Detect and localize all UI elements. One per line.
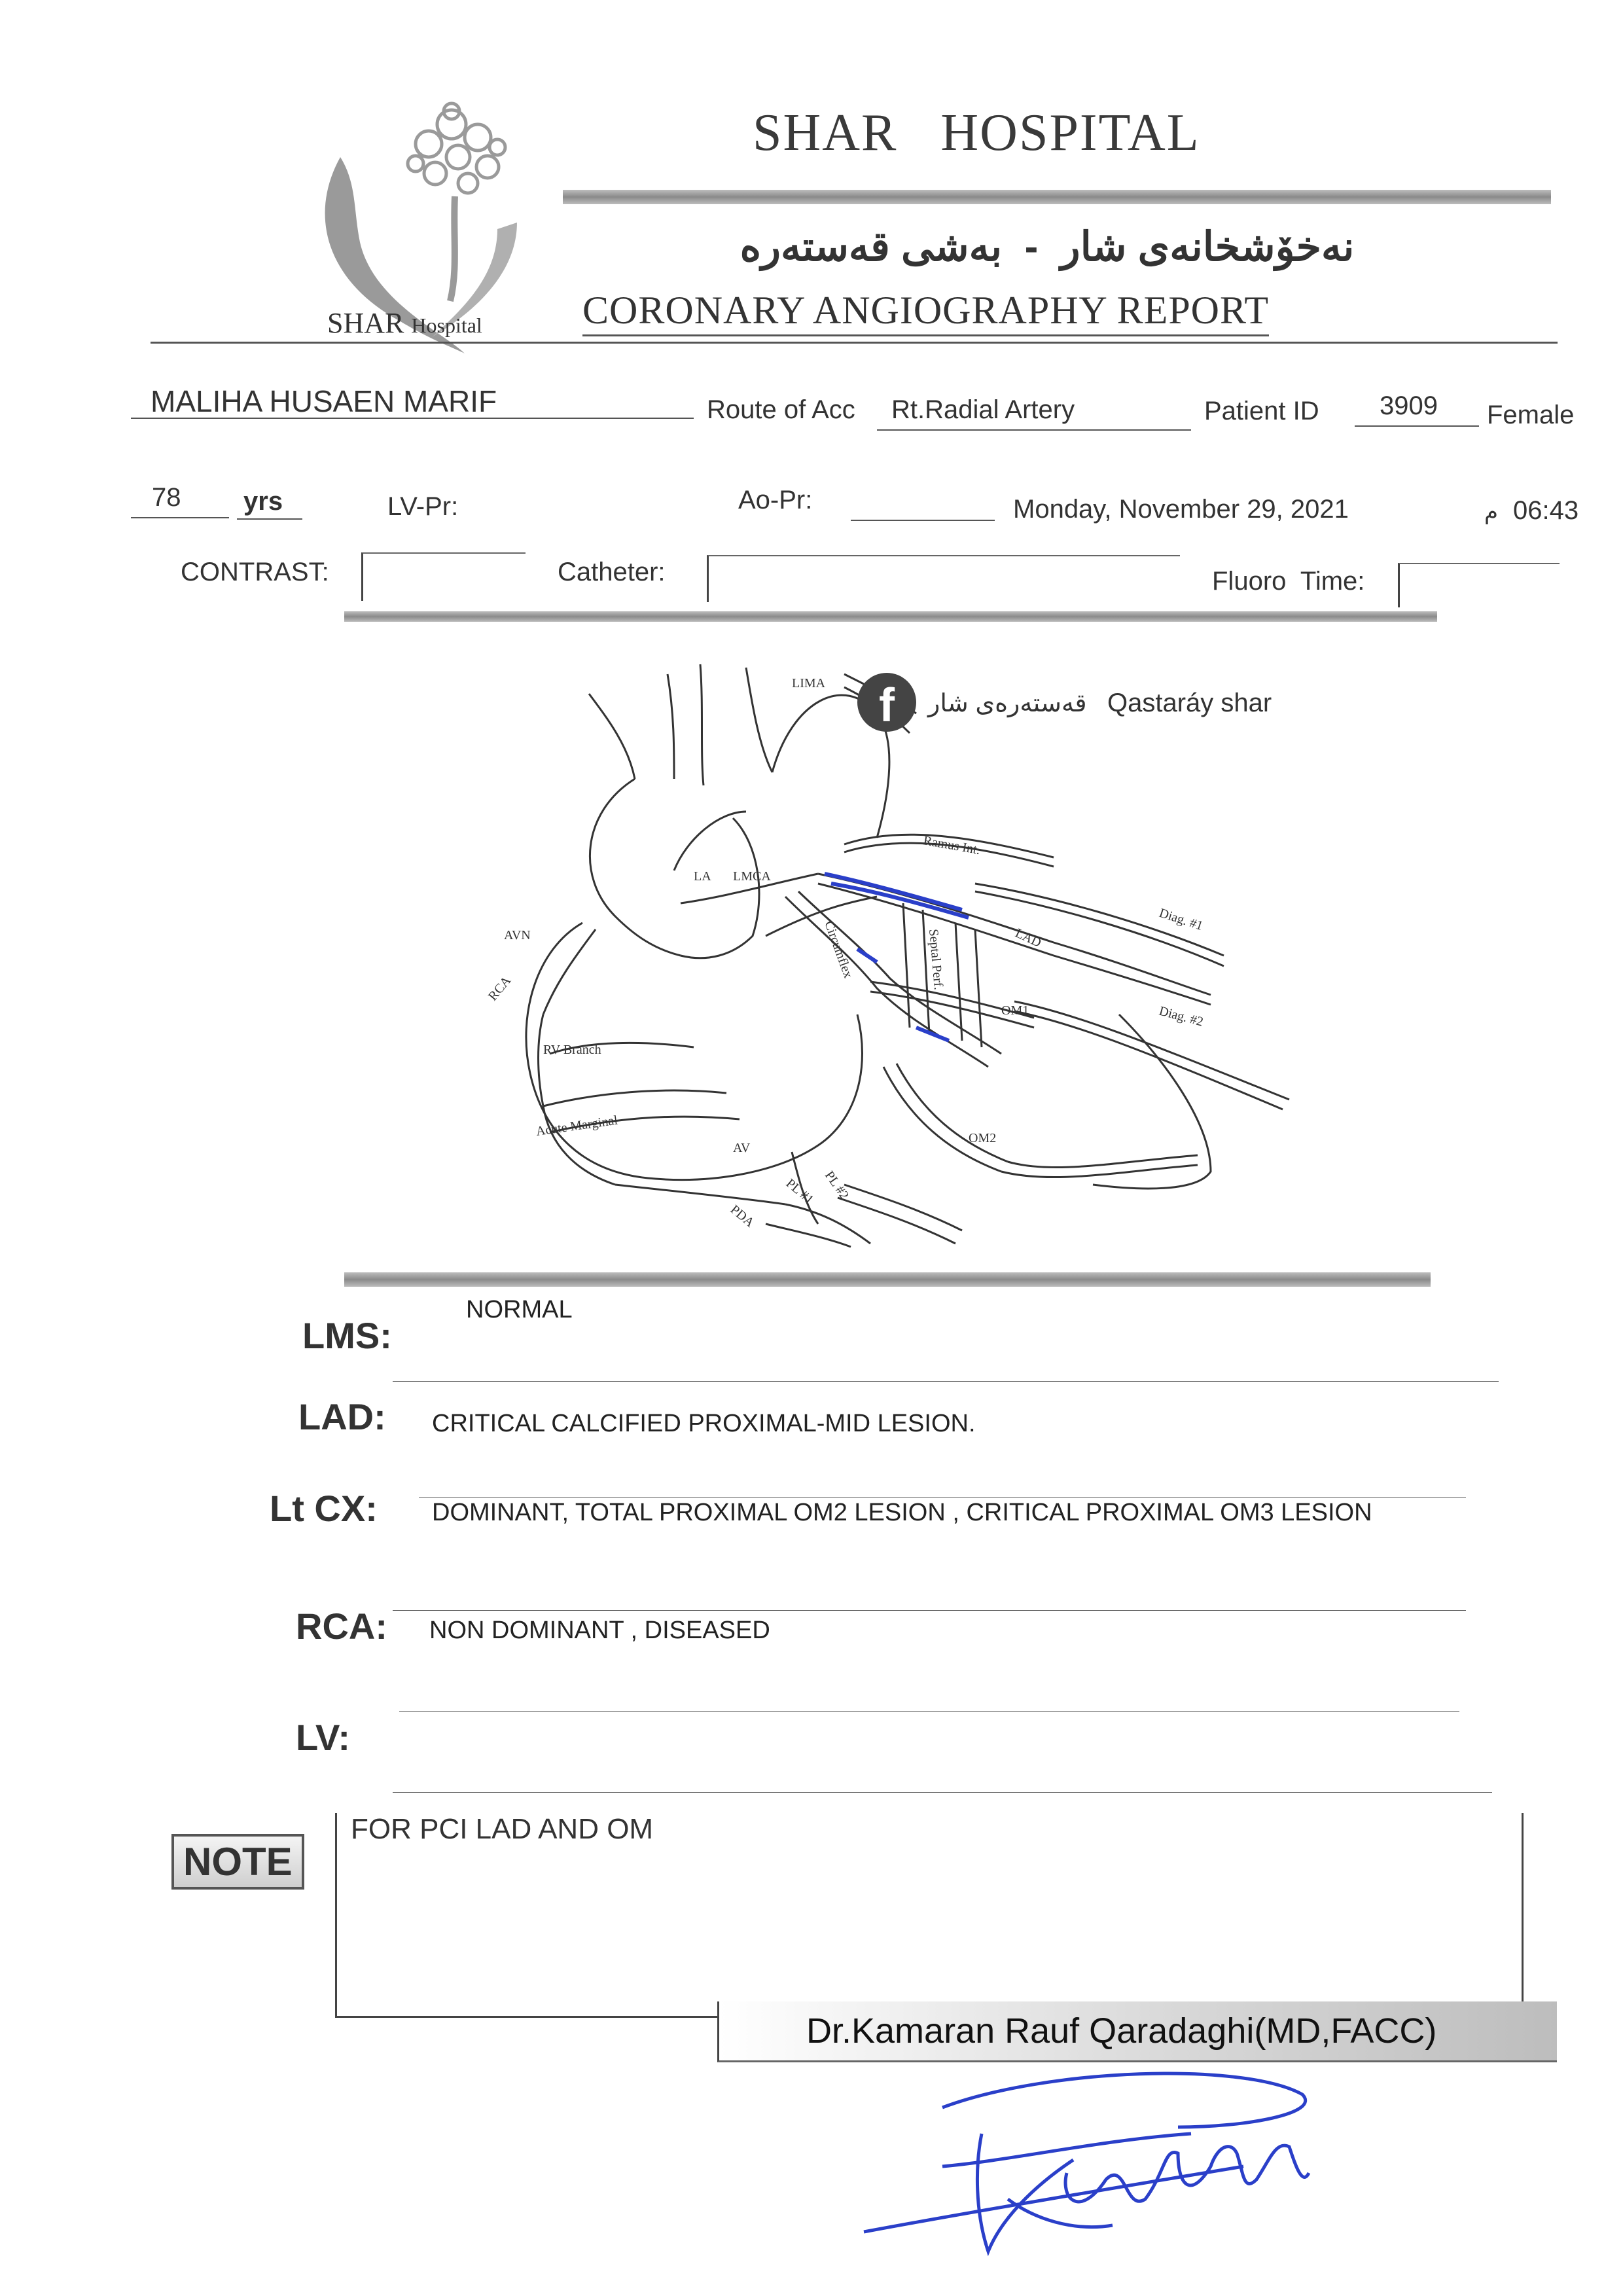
facebook-icon[interactable]: f — [857, 673, 916, 732]
kurdish-title: نەخۆشخانەی شار - بەشی قەستەرە — [740, 224, 1355, 270]
finding-label-lms: LMS: — [302, 1315, 392, 1356]
logo-text-main: SHAR — [327, 307, 404, 339]
finding-label-ltcx: Lt CX: — [270, 1488, 378, 1529]
time-suffix: م — [1484, 499, 1499, 524]
finding-line-lms — [393, 1381, 1499, 1382]
facebook-kurdish: قەستەرەی شار — [928, 690, 1087, 717]
finding-label-lv: LV: — [296, 1717, 350, 1758]
patient-name: MALIHA HUSAEN MARIF — [151, 384, 497, 418]
hospital-name: SHAR HOSPITAL — [753, 104, 1200, 162]
label-ramus: Ramus Int. — [922, 833, 982, 858]
label-diag2: Diag. #2 — [1157, 1003, 1205, 1030]
finding-line-rca — [399, 1711, 1459, 1712]
patient-id-label: Patient ID — [1204, 397, 1319, 425]
logo-text-sub: Hospital — [411, 314, 482, 337]
route-line — [877, 429, 1191, 431]
finding-line-lv — [393, 1792, 1492, 1793]
label-acute-marginal: Acute Marginal — [535, 1113, 619, 1139]
facebook-page-name: Qastaráy shar — [1107, 689, 1272, 717]
doctor-name: Dr.Kamaran Rauf Qaradaghi(MD,FACC) — [806, 2011, 1437, 2051]
label-lmca: LMCA — [733, 869, 771, 884]
age-line — [131, 517, 229, 518]
route-label: Route of Acc — [707, 395, 855, 424]
ao-pr-label: Ao-Pr: — [738, 486, 813, 514]
catheter-label: Catheter: — [558, 558, 666, 586]
label-lad: LAD — [1012, 925, 1044, 950]
age-unit: yrs — [243, 487, 283, 516]
finding-value-ltcx: DOMINANT, TOTAL PROXIMAL OM2 LESION , CRITICAL PROXIMAL OM3 LESION — [432, 1499, 1372, 1526]
coronary-diagram — [478, 648, 1302, 1263]
fluoro-label: Fluoro Time: — [1212, 567, 1365, 596]
note-text: FOR PCI LAD AND OM — [351, 1813, 654, 1845]
finding-value-rca: NON DOMINANT , DISEASED — [429, 1617, 770, 1644]
label-om2: OM2 — [969, 1131, 997, 1145]
diagram-divider — [344, 1272, 1431, 1287]
catheter-field[interactable] — [707, 555, 1180, 602]
note-label: NOTE — [171, 1834, 304, 1890]
label-lima: LIMA — [792, 676, 826, 691]
age-unit-line — [237, 518, 302, 520]
ao-pr-line — [851, 520, 995, 521]
patient-sex: Female — [1487, 401, 1575, 429]
header-bottom-rule — [151, 342, 1558, 344]
label-septal: Septal Perf. — [926, 928, 946, 991]
finding-value-lad: CRITICAL CALCIFIED PROXIMAL-MID LESION. — [432, 1410, 976, 1437]
lv-pr-label: LV-Pr: — [387, 492, 459, 521]
label-om1: OM1 — [1001, 1003, 1029, 1018]
coronary-tree-illustration — [478, 648, 1302, 1263]
label-av: AV — [733, 1141, 751, 1155]
patient-id-value: 3909 — [1380, 391, 1438, 420]
header-divider — [563, 190, 1551, 204]
contrast-label: CONTRAST: — [181, 558, 329, 586]
label-avn: AVN — [504, 928, 531, 942]
finding-label-rca: RCA: — [296, 1605, 387, 1647]
route-value: Rt.Radial Artery — [891, 395, 1075, 424]
label-rca: RCA — [485, 973, 514, 1004]
patient-id-line — [1355, 425, 1479, 427]
patient-age: 78 — [152, 483, 181, 512]
label-pl2: PL #2 — [821, 1168, 852, 1202]
doctor-signature — [851, 2068, 1374, 2278]
label-la: LA — [694, 869, 711, 884]
finding-line-ltcx — [393, 1610, 1466, 1611]
finding-label-lad: LAD: — [298, 1396, 386, 1437]
label-rv-branch: RV Branch — [543, 1043, 601, 1057]
report-time: 06:43 — [1513, 496, 1579, 525]
finding-value-lms: NORMAL — [466, 1296, 573, 1323]
contrast-field[interactable] — [361, 552, 526, 601]
label-pl1: PL #1 — [783, 1175, 817, 1208]
label-pda: PDA — [727, 1202, 757, 1230]
report-date: Monday, November 29, 2021 — [1013, 495, 1349, 524]
label-diag1: Diag. #1 — [1157, 905, 1205, 934]
fluoro-field[interactable] — [1398, 563, 1560, 607]
info-divider — [344, 611, 1437, 622]
report-title: CORONARY ANGIOGRAPHY REPORT — [582, 288, 1269, 336]
label-circumflex: Circumflex — [821, 919, 856, 980]
patient-name-line — [131, 418, 694, 419]
logo-caption — [327, 306, 482, 340]
signature-scribble — [851, 2068, 1374, 2278]
